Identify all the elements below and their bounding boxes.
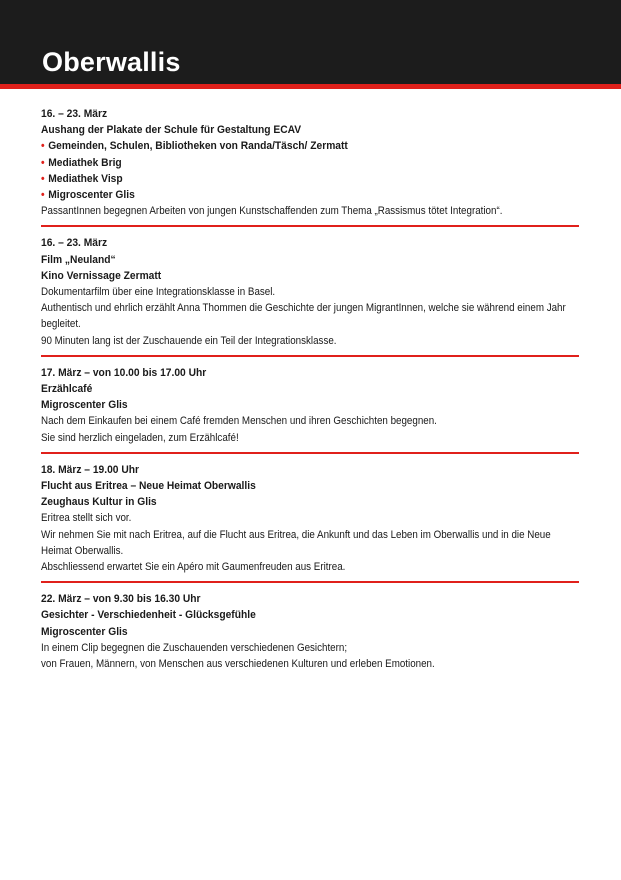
event-location-bullet: • Mediathek Visp: [41, 172, 123, 185]
event-description: Eritrea stellt sich vor.: [41, 512, 132, 525]
section-divider: [41, 225, 579, 227]
event-date: 22. März – von 9.30 bis 16.30 Uhr: [41, 593, 201, 606]
page-title: Oberwallis: [42, 47, 181, 77]
event-title: Erzählcafé: [41, 383, 93, 396]
event-description: Wir nehmen Sie mit nach Eritrea, auf die Flucht aus Eritrea, die Ankunft und das Leben im Oberwallis und in die Neue Heimat Oberwallis.: [41, 528, 551, 557]
event-description: 90 Minuten lang ist der Zuschauende ein Teil der Integrationsklasse.: [41, 334, 337, 347]
event-date: 16. – 23. März: [41, 237, 108, 250]
event-title: Gesichter - Verschiedenheit - Glücksgefühle: [41, 609, 256, 622]
event-description: PassantInnen begegnen Arbeiten von jungen Kunstschaffenden zum Thema „Rassismus tötet Integration“.: [41, 205, 503, 218]
bullet-icon: •: [41, 156, 45, 169]
event-venue: Migroscenter Glis: [41, 399, 128, 412]
event-section: [41, 365, 579, 452]
event-description: Nach dem Einkaufen bei einem Café fremden Menschen und ihren Geschichten begegnen.: [41, 415, 437, 428]
event-section: [41, 591, 579, 678]
event-date: 17. März – von 10.00 bis 17.00 Uhr: [41, 366, 207, 379]
event-description: Abschliessend erwartet Sie ein Apéro mit Gaumenfreuden aus Eritrea.: [41, 561, 346, 574]
event-location-bullet: • Gemeinden, Schulen, Bibliotheken von Randa/Täsch/ Zermatt: [41, 140, 348, 153]
event-section: [41, 106, 579, 225]
event-date: 16. – 23. März: [41, 108, 108, 120]
event-location-bullet: • Migroscenter Glis: [41, 189, 135, 202]
event-description: Authentisch und ehrlich erzählt Anna Thommen die Geschichte der jungen MigrantInnen, welche sie während einem Jahr begleitet.: [41, 302, 566, 331]
event-title: Flucht aus Eritrea – Neue Heimat Oberwallis: [41, 480, 256, 493]
event-venue: Zeughaus Kultur in Glis: [41, 496, 157, 509]
event-title: Film „Neuland“: [41, 253, 116, 266]
section-divider: [41, 355, 579, 357]
event-date: 18. März – 19.00 Uhr: [41, 463, 140, 476]
event-description: Sie sind herzlich eingeladen, zum Erzählcafé!: [41, 431, 239, 444]
bullet-icon: •: [41, 172, 45, 185]
event-location-bullet: • Mediathek Brig: [41, 156, 122, 169]
bullet-icon: •: [41, 140, 45, 153]
bullet-icon: •: [41, 189, 45, 202]
event-title: Aushang der Plakate der Schule für Gestaltung ECAV: [41, 124, 302, 137]
event-description: In einem Clip begegnen die Zuschauenden verschiedenen Gesichtern;: [41, 641, 348, 654]
section-divider: [41, 581, 579, 583]
section-divider: [41, 452, 579, 454]
event-venue: Kino Vernissage Zermatt: [41, 269, 162, 282]
event-list: [41, 106, 579, 678]
event-venue: Migroscenter Glis: [41, 625, 128, 638]
event-description: von Frauen, Männern, von Menschen aus verschiedenen Kulturen und erleben Emotionen.: [41, 658, 435, 671]
event-section: [41, 462, 579, 581]
header-bar: [0, 0, 621, 84]
header-accent-rule: [0, 84, 621, 89]
event-description: Dokumentarfilm über eine Integrationsklasse in Basel.: [41, 286, 276, 299]
event-section: [41, 235, 579, 354]
